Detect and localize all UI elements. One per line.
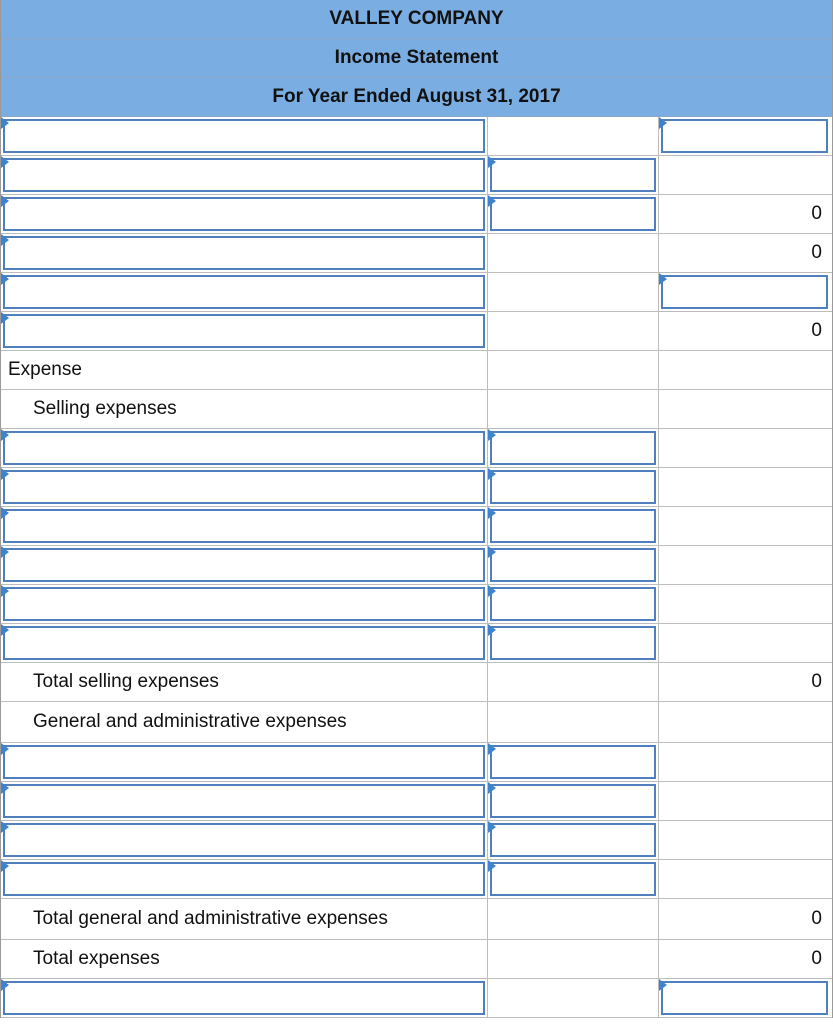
amount-cell [488, 117, 659, 155]
amount-cell [488, 546, 659, 584]
dropdown-marker-icon [1, 117, 9, 129]
total-cell [659, 351, 830, 389]
amount-input[interactable] [490, 158, 656, 192]
statement-title: Income Statement [334, 47, 499, 68]
total-cell [659, 312, 830, 350]
description-cell [1, 507, 488, 545]
total-cell [659, 663, 830, 701]
account-name-input[interactable] [3, 158, 485, 192]
dropdown-marker-icon [1, 429, 9, 441]
statement-period: For Year Ended August 31, 2017 [272, 86, 561, 107]
dropdown-marker-icon [1, 312, 9, 324]
account-name-input[interactable] [3, 314, 485, 348]
dropdown-marker-icon [488, 429, 496, 441]
account-name-input[interactable] [3, 236, 485, 270]
company-name: VALLEY COMPANY [329, 8, 504, 29]
dropdown-marker-icon [488, 821, 496, 833]
amount-cell [488, 351, 659, 389]
company-name-header [1, 0, 832, 39]
amount-input[interactable] [490, 197, 656, 231]
description-cell [1, 585, 488, 623]
description-cell [1, 351, 488, 389]
statement-row [1, 702, 832, 743]
amount-cell [488, 702, 659, 742]
statement-row [1, 195, 832, 234]
statement-row [1, 117, 832, 156]
account-name-input[interactable] [3, 431, 485, 465]
row-label: Expense [8, 359, 82, 380]
total-cell [659, 979, 830, 1017]
description-cell [1, 390, 488, 428]
total-cell [659, 899, 830, 939]
row-label: Total selling expenses [33, 671, 219, 692]
amount-input[interactable] [490, 862, 656, 896]
statement-row [1, 468, 832, 507]
account-name-input[interactable] [3, 509, 485, 543]
description-cell [1, 821, 488, 859]
dropdown-marker-icon [1, 195, 9, 207]
total-cell [659, 195, 830, 233]
amount-cell [488, 585, 659, 623]
description-cell [1, 273, 488, 311]
total-value: 0 [811, 242, 822, 263]
total-cell [659, 821, 830, 859]
description-cell [1, 156, 488, 194]
dropdown-marker-icon [1, 273, 9, 285]
amount-input[interactable] [490, 745, 656, 779]
description-cell [1, 702, 488, 742]
dropdown-marker-icon [1, 860, 9, 872]
dropdown-marker-icon [659, 117, 667, 129]
account-name-input[interactable] [3, 587, 485, 621]
statement-rows [1, 117, 832, 1018]
statement-row [1, 585, 832, 624]
amount-cell [488, 273, 659, 311]
dropdown-marker-icon [659, 979, 667, 991]
dropdown-marker-icon [488, 195, 496, 207]
amount-cell [488, 979, 659, 1017]
statement-row [1, 821, 832, 860]
total-cell [659, 507, 830, 545]
dropdown-marker-icon [1, 507, 9, 519]
statement-row [1, 156, 832, 195]
description-cell [1, 624, 488, 662]
row-label: General and administrative expenses [33, 711, 347, 732]
account-name-input[interactable] [3, 745, 485, 779]
amount-cell [488, 156, 659, 194]
statement-row [1, 234, 832, 273]
dropdown-marker-icon [488, 624, 496, 636]
total-value: 0 [811, 908, 822, 929]
amount-cell [488, 663, 659, 701]
total-cell [659, 429, 830, 467]
total-cell [659, 585, 830, 623]
amount-input[interactable] [490, 509, 656, 543]
account-name-input[interactable] [3, 784, 485, 818]
total-cell [659, 156, 830, 194]
amount-cell [488, 940, 659, 978]
dropdown-marker-icon [659, 273, 667, 285]
account-name-input[interactable] [3, 823, 485, 857]
dropdown-marker-icon [1, 743, 9, 755]
amount-cell [488, 782, 659, 820]
total-cell [659, 702, 830, 742]
statement-row [1, 940, 832, 979]
total-value: 0 [811, 671, 822, 692]
account-name-input[interactable] [3, 470, 485, 504]
statement-row [1, 782, 832, 821]
account-name-input[interactable] [3, 626, 485, 660]
statement-row [1, 429, 832, 468]
description-cell [1, 663, 488, 701]
statement-row [1, 390, 832, 429]
description-cell [1, 860, 488, 898]
description-cell [1, 546, 488, 584]
statement-row [1, 351, 832, 390]
amount-cell [488, 743, 659, 781]
total-input[interactable] [661, 981, 828, 1015]
total-input[interactable] [661, 275, 828, 309]
description-cell [1, 195, 488, 233]
amount-cell [488, 429, 659, 467]
amount-cell [488, 195, 659, 233]
description-cell [1, 979, 488, 1017]
row-label: Selling expenses [33, 398, 177, 419]
total-value: 0 [811, 320, 822, 341]
amount-input[interactable] [490, 823, 656, 857]
total-input[interactable] [661, 119, 828, 153]
amount-cell [488, 390, 659, 428]
statement-title-header [1, 39, 832, 78]
dropdown-marker-icon [488, 468, 496, 480]
total-cell [659, 624, 830, 662]
amount-cell [488, 899, 659, 939]
total-cell [659, 234, 830, 272]
statement-row [1, 979, 832, 1018]
statement-row [1, 663, 832, 702]
row-label: Total expenses [33, 948, 160, 969]
statement-row [1, 860, 832, 899]
dropdown-marker-icon [1, 234, 9, 246]
account-name-input[interactable] [3, 197, 485, 231]
dropdown-marker-icon [1, 156, 9, 168]
amount-cell [488, 312, 659, 350]
description-cell [1, 312, 488, 350]
amount-cell [488, 860, 659, 898]
dropdown-marker-icon [1, 979, 9, 991]
dropdown-marker-icon [1, 585, 9, 597]
amount-input[interactable] [490, 548, 656, 582]
total-value: 0 [811, 203, 822, 224]
dropdown-marker-icon [488, 507, 496, 519]
total-cell [659, 468, 830, 506]
amount-input[interactable] [490, 431, 656, 465]
amount-cell [488, 624, 659, 662]
description-cell [1, 782, 488, 820]
description-cell [1, 234, 488, 272]
amount-cell [488, 234, 659, 272]
amount-input[interactable] [490, 470, 656, 504]
account-name-input[interactable] [3, 275, 485, 309]
amount-input[interactable] [490, 626, 656, 660]
total-cell [659, 390, 830, 428]
dropdown-marker-icon [488, 546, 496, 558]
statement-row [1, 546, 832, 585]
dropdown-marker-icon [488, 743, 496, 755]
amount-cell [488, 507, 659, 545]
dropdown-marker-icon [488, 585, 496, 597]
amount-cell [488, 821, 659, 859]
description-cell [1, 429, 488, 467]
account-name-input[interactable] [3, 119, 485, 153]
amount-input[interactable] [490, 587, 656, 621]
total-cell [659, 940, 830, 978]
total-cell [659, 273, 830, 311]
total-cell [659, 546, 830, 584]
description-cell [1, 743, 488, 781]
dropdown-marker-icon [488, 782, 496, 794]
statement-row [1, 743, 832, 782]
dropdown-marker-icon [1, 624, 9, 636]
total-cell [659, 782, 830, 820]
dropdown-marker-icon [1, 782, 9, 794]
statement-row [1, 507, 832, 546]
description-cell [1, 940, 488, 978]
row-label: Total general and administrative expenses [33, 908, 388, 929]
dropdown-marker-icon [488, 156, 496, 168]
dropdown-marker-icon [1, 546, 9, 558]
period-header [1, 78, 832, 117]
description-cell [1, 899, 488, 939]
amount-cell [488, 468, 659, 506]
total-cell [659, 117, 830, 155]
dropdown-marker-icon [1, 821, 9, 833]
amount-input[interactable] [490, 784, 656, 818]
description-cell [1, 117, 488, 155]
statement-row [1, 312, 832, 351]
dropdown-marker-icon [1, 468, 9, 480]
total-cell [659, 743, 830, 781]
total-value: 0 [811, 948, 822, 969]
total-cell [659, 860, 830, 898]
statement-row [1, 899, 832, 940]
account-name-input[interactable] [3, 548, 485, 582]
dropdown-marker-icon [488, 860, 496, 872]
account-name-input[interactable] [3, 981, 485, 1015]
account-name-input[interactable] [3, 862, 485, 896]
statement-row [1, 273, 832, 312]
description-cell [1, 468, 488, 506]
statement-row [1, 624, 832, 663]
